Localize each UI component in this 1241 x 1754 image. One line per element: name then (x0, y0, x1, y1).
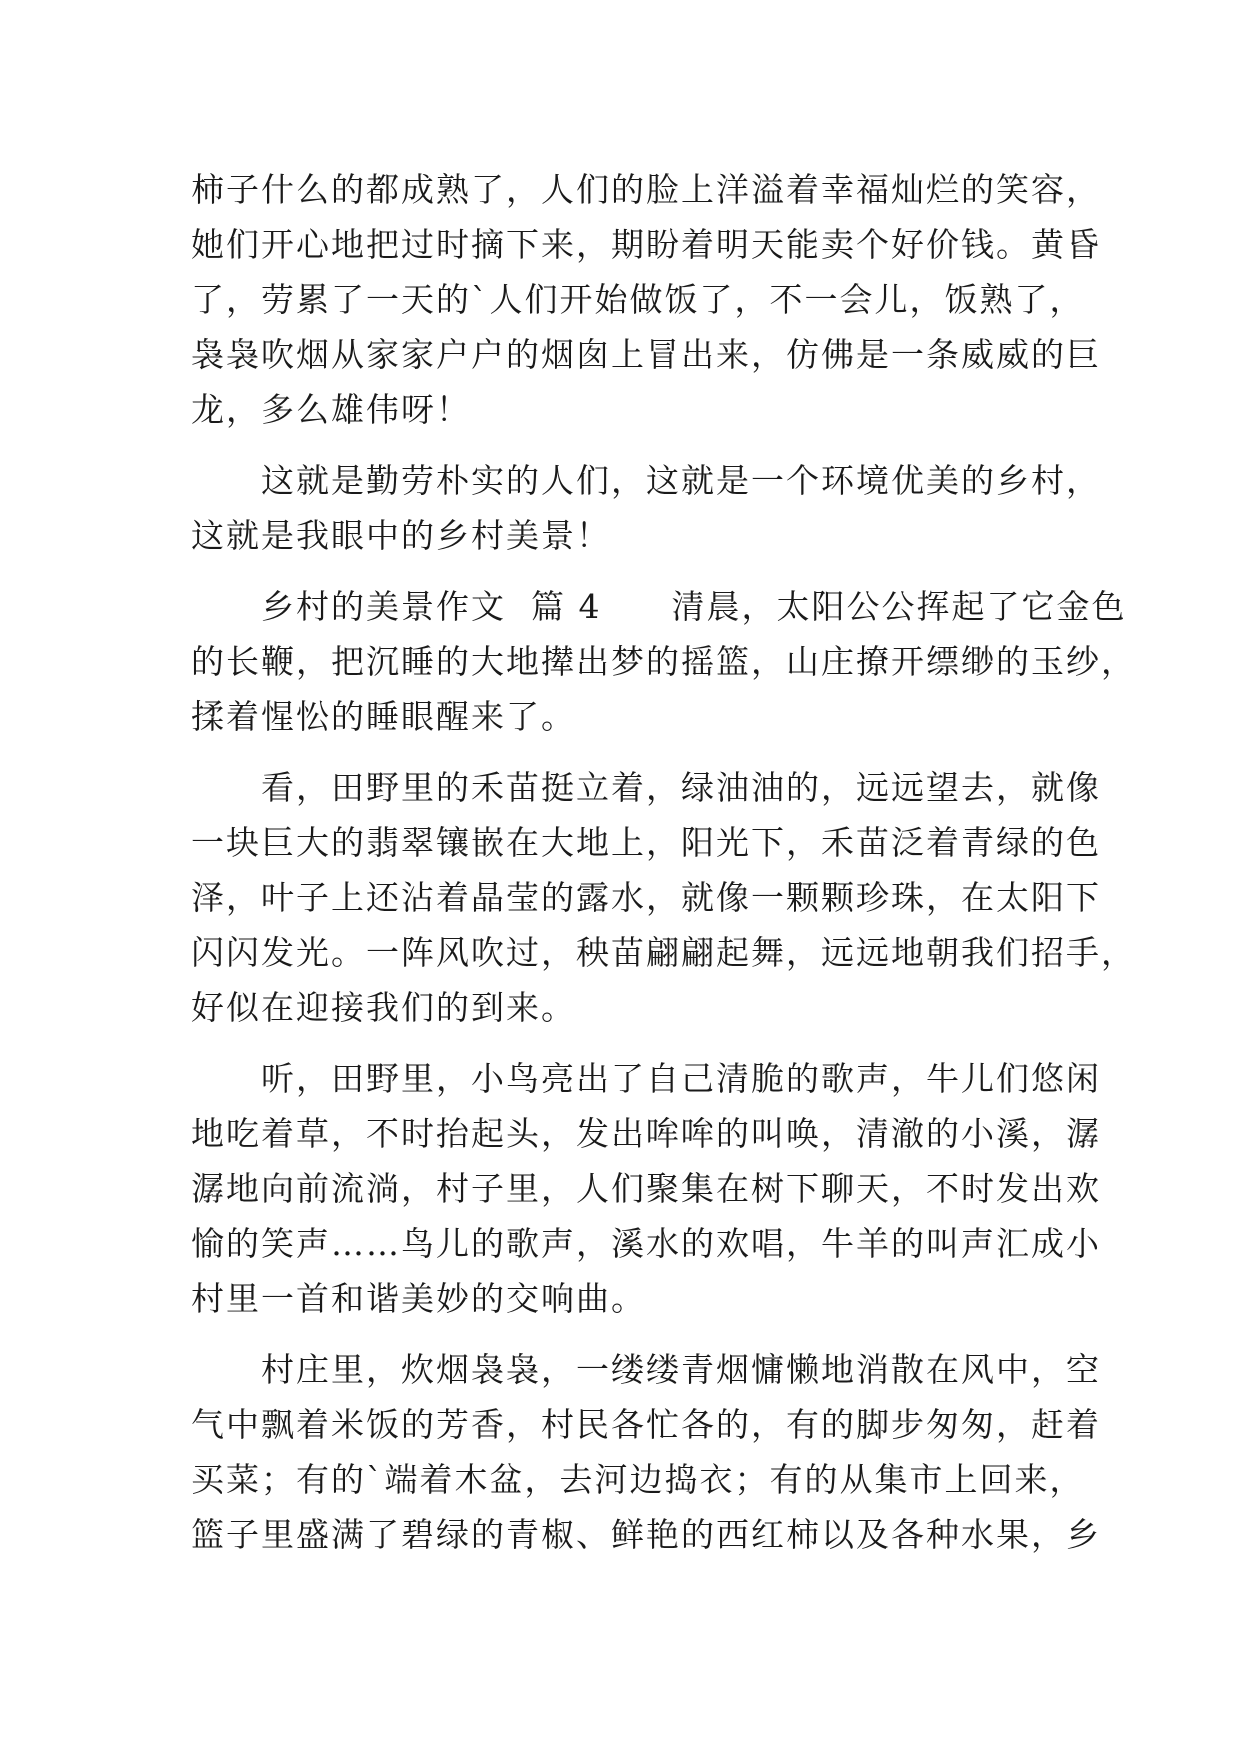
paragraph-gap (191, 437, 1061, 453)
paragraph-gap (191, 563, 1061, 579)
text-line: 好似在迎接我们的到来。 (191, 988, 576, 1027)
paragraph-gap (191, 1035, 1061, 1051)
text-line: 愉的笑声……鸟儿的歌声，溪水的欢唱，牛羊的叫声汇成小 (191, 1224, 1101, 1263)
text-line: 听，田野里，小鸟亮出了自己清脆的歌声，牛儿们悠闲 (191, 1059, 1101, 1098)
text-line: 她们开心地把过时摘下来，期盼着明天能卖个好价钱。黄昏 (191, 225, 1101, 264)
heading-line: 乡村的美景作文 篇 4 清晨，太阳公公挥起了它金色 (191, 587, 1127, 626)
paragraph-gap (191, 744, 1061, 760)
text-line: 袅袅吹烟从家家户户的烟囱上冒出来，仿佛是一条威威的巨 (191, 335, 1101, 374)
text-line: 柿子什么的都成熟了，人们的脸上洋溢着幸福灿烂的笑容， (191, 170, 1101, 209)
text-line: 这就是我眼中的乡村美景！ (191, 516, 611, 555)
text-line: 村里一首和谐美妙的交响曲。 (191, 1279, 646, 1318)
text-line: 闪闪发光。一阵风吹过，秧苗翩翩起舞，远远地朝我们招手， (191, 933, 1136, 972)
essay-text (191, 162, 1136, 1562)
text-line: 气中飘着米饭的芳香，村民各忙各的，有的脚步匆匆，赶着 (191, 1405, 1101, 1444)
text-line: 篮子里盛满了碧绿的青椒、鲜艳的西红柿以及各种水果，乡 (191, 1515, 1101, 1554)
text-line: 买菜；有的`端着木盆，去河边捣衣；有的从集市上回来， (191, 1460, 1085, 1499)
text-line: 揉着惺忪的睡眼醒来了。 (191, 697, 576, 736)
text-line: 村庄里，炊烟袅袅，一缕缕青烟慵懒地消散在风中，空 (191, 1350, 1101, 1389)
text-line: 一块巨大的翡翠镶嵌在大地上，阳光下，禾苗泛着青绿的色 (191, 823, 1101, 862)
text-line: 看，田野里的禾苗挺立着，绿油油的，远远望去，就像 (191, 768, 1101, 807)
text-line: 泽，叶子上还沾着晶莹的露水，就像一颗颗珍珠，在太阳下 (191, 878, 1101, 917)
text-line: 这就是勤劳朴实的人们，这就是一个环境优美的乡村， (191, 461, 1101, 500)
text-line: 龙，多么雄伟呀！ (191, 390, 471, 429)
text-line: 了，劳累了一天的`人们开始做饭了，不一会儿，饭熟了， (191, 280, 1085, 319)
text-line: 潺地向前流淌，村子里，人们聚集在树下聊天，不时发出欢 (191, 1169, 1101, 1208)
text-line: 地吃着草，不时抬起头，发出哞哞的叫唤，清澈的小溪，潺 (191, 1114, 1101, 1153)
text-line: 的长鞭，把沉睡的大地撵出梦的摇篮，山庄撩开缥缈的玉纱， (191, 642, 1136, 681)
paragraph-gap (191, 1326, 1061, 1342)
